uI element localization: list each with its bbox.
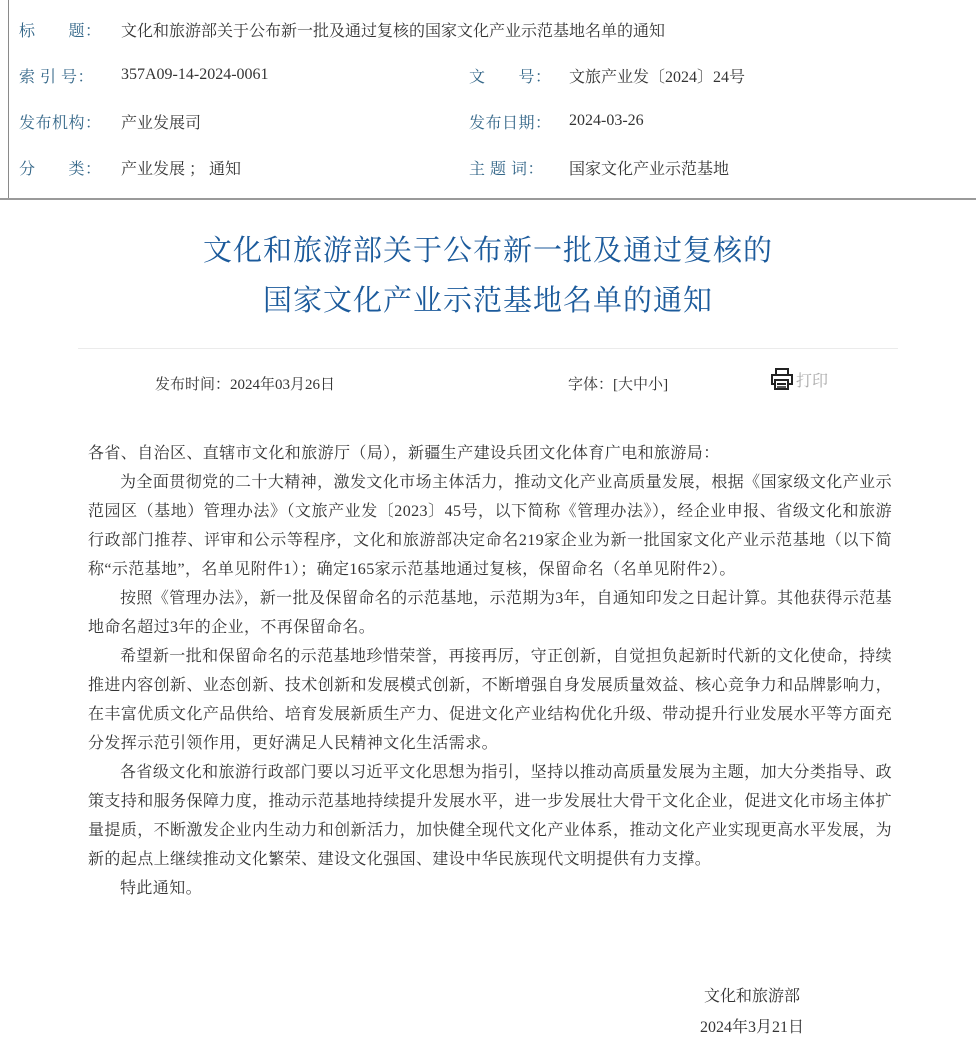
font-size-medium[interactable]: 中 [633, 377, 649, 393]
article-info-bar [0, 365, 976, 407]
meta-label-subject: 主 题 词： [469, 160, 545, 178]
document-body [88, 439, 892, 903]
meta-label-title: 标 题： [19, 22, 102, 40]
printer-icon [770, 367, 794, 391]
meta-label-agency: 发布机构： [19, 114, 102, 132]
meta-value-docnum: 文旅产业发〔2024〕24号 [569, 68, 746, 86]
metadata-inner [8, 0, 976, 198]
meta-label-docnum: 文 号： [469, 68, 552, 86]
signature-date: 2024年3月21日 [699, 1019, 804, 1036]
document-metadata-table [0, 0, 976, 200]
page-title-line1: 文化和旅游部关于公布新一批及通过复核的 [202, 235, 773, 267]
page-title [0, 226, 976, 326]
salutation-line: 各省、自治区、直辖市文化和旅游厅（局），新疆生产建设兵团文化体育广电和旅游局： [88, 445, 720, 462]
page-title-line2: 国家文化产业示范基地名单的通知 [262, 285, 713, 317]
meta-label-index: 索 引 号： [19, 68, 95, 86]
body-paragraph: 希望新一批和保留命名的示范基地珍惜荣誉，再接再厉，守正创新，自觉担负起新时代新的文化使命，持续推进内容创新、业态创新、技术创新和发展模式创新，不断增强自身发展质量效益、核心竞争力和品牌影响力，在丰富优质文化产品供给、培育发展新质生产力、促进文化产业结构优化升级、带动提升行业发展水平等方面充分发挥示范引领作用，更好满足人民精神文化生活需求。 [88, 648, 892, 752]
publish-time [155, 373, 335, 394]
font-bracket-open: [ [613, 377, 619, 393]
meta-value-subject: 国家文化产业示范基地 [569, 160, 730, 178]
metadata-grid [19, 6, 976, 190]
meta-label-category: 分 类： [19, 160, 102, 178]
font-bracket-close: ] [663, 377, 669, 393]
print-button[interactable] [770, 367, 828, 391]
signature-block [700, 981, 804, 1043]
font-size-large[interactable]: 大 [618, 377, 634, 393]
meta-value-agency: 产业发展司 [121, 114, 202, 132]
font-size-selector [568, 373, 668, 394]
publish-time-value: 2024年03月26日 [230, 377, 336, 393]
meta-label-date: 发布日期： [469, 114, 552, 132]
body-paragraph: 按照《管理办法》，新一批及保留命名的示范基地，示范期为3年，自通知印发之日起计算。其他获得示范基地命名超过3年的企业，不再保留命名。 [88, 590, 892, 636]
signature-org: 文化和旅游部 [703, 988, 800, 1005]
closing-line: 特此通知。 [120, 880, 203, 897]
font-size-small[interactable]: 小 [648, 377, 664, 393]
meta-value-category: 产业发展 ； 通知 [121, 160, 242, 178]
print-button-label: 打印 [796, 372, 829, 390]
meta-value-title: 文化和旅游部关于公布新一批及通过复核的国家文化产业示范基地名单的通知 [121, 22, 666, 40]
font-selector-label: 字体： [568, 377, 614, 393]
title-divider [78, 348, 898, 349]
body-paragraph: 各省级文化和旅游行政部门要以习近平文化思想为指引，坚持以推动高质量发展为主题，加大分类指导、政策支持和服务保障力度，推动示范基地持续提升发展水平，进一步发展壮大骨干文化企业，促进文化市场主体扩量提质，不断激发企业内生动力和创新活力，加快健全现代文化产业体系，推动文化产业实现更高水平发展，为新的起点上继续推动文化繁荣、建设文化强国、建设中华民族现代文明提供有力支撑。 [88, 764, 892, 868]
body-paragraph: 为全面贯彻党的二十大精神，激发文化市场主体活力，推动文化产业高质量发展，根据《国家级文化产业示范园区（基地）管理办法》（文旅产业发〔2023〕45号，以下简称《管理办法》），经企业申报、省级文化和旅游行政部门推荐、评审和公示等程序，文化和旅游部决定命名219家企业为新一批国家文化产业示范基地（以下简称“示范基地”，名单见附件1）；确定165家示范基地通过复核，保留命名（名单见附件2）。 [88, 474, 892, 578]
publish-time-label: 发布时间： [155, 377, 231, 393]
meta-value-date: 2024-03-26 [569, 112, 644, 129]
meta-value-index: 357A09-14-2024-0061 [121, 66, 269, 83]
